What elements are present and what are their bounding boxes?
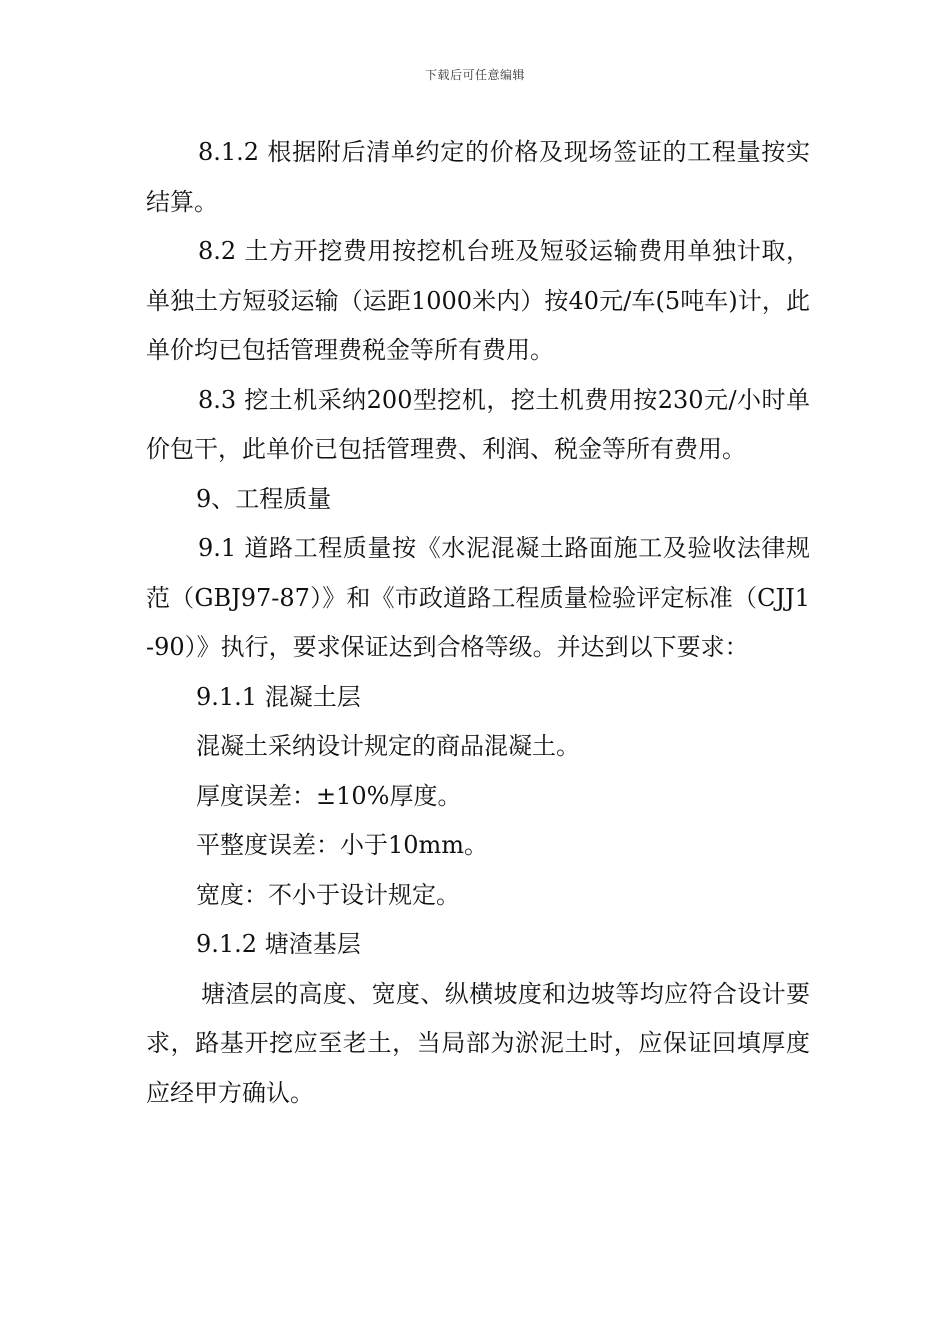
clause-8-1-2: 8.1.2 根据附后清单约定的价格及现场签证的工程量按实结算。 <box>146 138 810 216</box>
section-heading-9: 9、工程质量 <box>196 484 332 513</box>
clause-9-1: 9.1 道路工程质量按《水泥混凝土路面施工及验收法律规范（GBJ97-87）》和《市政道路工程质量检验评定标准（CJJ1-90）》执行，要求保证达到合格等级。并达到以下要求： <box>146 534 810 661</box>
concrete-requirement: 混凝土采纳设计规定的商品混凝土。 <box>196 732 580 760</box>
subsection-heading-9-1-1: 9.1.1 混凝土层 <box>196 682 361 711</box>
ballast-requirement: 塘渣层的高度、宽度、纵横坡度和边坡等均应符合设计要求，路基开挖应至老土，当局部为淤泥土时，应保证回填厚度应经甲方确认。 <box>146 979 810 1107</box>
thickness-tolerance: 厚度误差：±10%厚度。 <box>196 781 462 810</box>
subsection-heading-9-1-2: 9.1.2 塘渣基层 <box>196 930 361 958</box>
flatness-tolerance: 平整度误差：小于10mm。 <box>196 831 489 859</box>
document-body <box>146 128 810 1118</box>
clause-8-3: 8.3 挖土机采纳200型挖机，挖土机费用按230元/小时单价包干，此单价已包括管理费、利润、税金等所有费用。 <box>146 385 810 463</box>
width-requirement: 宽度：不小于设计规定。 <box>196 880 460 909</box>
clause-8-2: 8.2 土方开挖费用按挖机台班及短驳运输费用单独计取，单独土方短驳运输（运距1000米内）按40元/车(5吨车)计，此单价均已包括管理费税金等所有费用。 <box>146 237 810 364</box>
page-header: 下载后可任意编辑 <box>424 68 525 82</box>
